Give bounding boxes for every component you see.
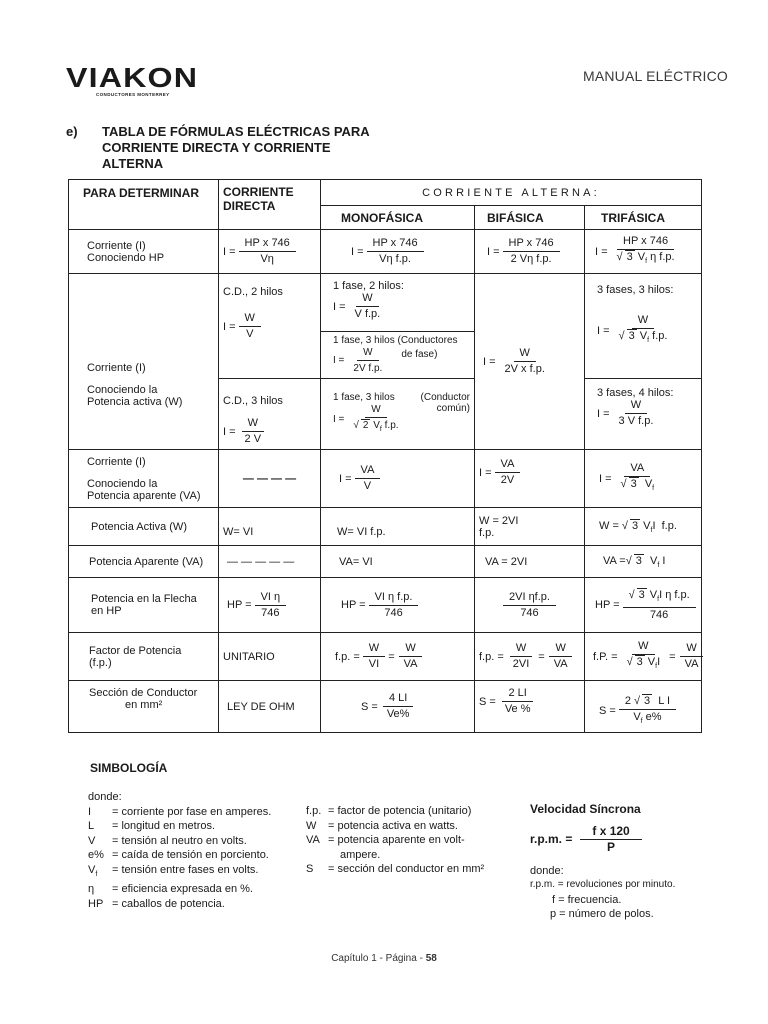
header-corriente-alterna: CORRIENTE ALTERNA: [321,180,702,206]
formula-tri-corriente-hp: I = $\frac{\text{HP x 746}}{√ 3 V_f \eta f.p.}$ [585,230,702,274]
symbol-row: I = corriente por fase en amperes. [88,805,272,818]
row-label-seccion-conductor: Sección de Conductor en mm² [69,681,219,733]
formula-mono-potencia-aparente: VA= VI [321,546,475,578]
symbology-col1: donde: I = corriente por fase en amperes. L = longitud en metros. V = tensión al neutro en volts. e% = caída de tensión en porciento. $V_f$ = tensión entre fases en volts. η = eficiencia expresada en %. HP = caballos de potencia. [88,791,272,910]
formula-cd-2hilos: C.D., 2 hilos I = $\frac{W}{V}$ [219,274,321,379]
formula-tri-potencia-flecha: HP = $\frac{√ 3 V_fI \eta f.p.}{746}$ [585,578,702,633]
formula-bi-corriente-va: I = $\frac{VA}{2V}$ [475,450,585,508]
formula-tri-factor-potencia: f.P. = $\frac{W}{√ 3 V_fI}$ = $\frac{W}{VA}$ [585,633,702,681]
formula-bi-corriente-hp: I = $\frac{\text{HP x 746}}{\text{2 Vη f.p.}}$ [475,230,585,274]
formula-tri-potencia-activa: W = √ 3 $V_fI$ f.p. [585,508,702,546]
formula-bi-seccion: S = $\frac{2 LI}{Ve \%}$ [475,681,585,733]
formula-tri-seccion: S = $\frac{\text{2 √ 3 L I}}{V_f e\%}$ [585,681,702,733]
formula-tri-corriente-va: I = $\frac{VA}{√ 3 V_f}$ [585,450,702,508]
formula-bi-potencia-activa: W = 2VI f.p. [475,508,585,546]
symbol-row: e% = caída de tensión en porciento. [88,849,269,861]
formula-mono-1f3h-fase: 1 fase, 3 hilos (Conductores I = $\frac{W}{\text{2V f.p.}}$ de fase) [321,332,475,379]
formula-mono-1f3h-comun: 1 fase, 3 hilos (Conductor I = $\frac{W}{√ 2 V_f f.p.}$ común) [321,379,475,450]
formula-table [68,179,702,733]
row-label-potencia-aparente: Potencia Aparente (VA) [69,546,219,578]
velocidad-sincrona: Velocidad Síncrona r.p.m. = $\frac{\text{f x 120}}{P}$ donde: r.p.m. = revoluciones por minuto. f = frecuencia. p = número de polos. [530,802,676,920]
manual-title: MANUAL ELÉCTRICO [582,68,728,84]
formula-bi-corriente-w: I = $\frac{W}{\text{2V x f.p.}}$ [475,274,585,450]
page-footer: Capítulo 1 - Página - 58 [331,953,437,964]
page-number: 58 [425,953,437,964]
row-label-corriente-w: Corriente (I) Conociendo la Potencia activa (W) [69,274,219,450]
row-label-potencia-activa: Potencia Activa (W) [69,508,219,546]
velocidad-title: Velocidad Síncrona [530,802,641,816]
formula-mono-seccion: S = $\frac{4 LI}{Ve\%}$ [321,681,475,733]
formula-mono-potencia-flecha: HP = $\frac{\text{VI η f.p.}}{746}$ [321,578,475,633]
symbology-title: SIMBOLOGÍA [90,761,168,775]
formula-cd-3hilos: C.D., 3 hilos I = $\frac{W}{2 V}$ [219,379,321,450]
row-label-potencia-flecha: Potencia en la Flecha en HP [69,578,219,633]
section-letter: e) [66,124,78,139]
row-label-corriente-hp: Corriente (I) Conociendo HP [69,230,219,274]
formula-cd-corriente-va: — — — — [219,450,321,508]
formula-bi-factor-potencia: f.p. = $\frac{W}{2VI}$ = $\frac{W}{VA}$ [475,633,585,681]
symbol-row: V = tensión al neutro en volts. [88,834,247,847]
symbol-row: $V_f$ = tensión entre fases en volts. [88,863,259,878]
symbology-col2 [306,804,484,877]
logo-subtitle: CONDUCTORES MONTERREY [96,92,170,97]
formula-cd-potencia-aparente: — — — — — [219,546,321,578]
formula-bi-potencia-flecha: $\frac{\text{2VI ηf.p.}}{746}$ [475,578,585,633]
symbol-row: L = longitud en metros. [88,820,216,832]
header-para-determinar: PARA DETERMINAR [69,180,219,230]
symbol-row: VA = potencia aparente en volt- [306,834,465,846]
formula-cd-factor-potencia: UNITARIO [219,633,321,681]
header-bifasica: BIFÁSICA [475,206,585,230]
symbol-row: η = eficiencia expresada en %. [88,883,253,895]
formula-cd-corriente-hp: I = $\frac{\text{HP x 746}}{V\eta}$ [219,230,321,274]
section-title: TABLA DE FÓRMULAS ELÉCTRICAS PARA CORRIENTE DIRECTA Y CORRIENTE ALTERNA [102,124,370,171]
header-monofasica: MONOFÁSICA [321,206,475,230]
formula-mono-factor-potencia: f.p. = $\frac{W}{VI}$ = $\frac{W}{VA}$ [321,633,475,681]
formula-mono-1f2h: 1 fase, 2 hilos: I = $\frac{W}{\text{V f.p.}}$ [321,274,475,332]
formula-tri-3f4h: 3 fases, 4 hilos: I = $\frac{W}{\text{3 V f.p.}}$ [585,379,702,450]
row-label-factor-potencia: Factor de Potencia (f.p.) [69,633,219,681]
formula-mono-potencia-activa: W= VI f.p. [321,508,475,546]
symbol-row: ampere. [340,848,381,861]
symbol-row: HP = caballos de potencia. [88,897,225,910]
logo-text: VIAKON [66,62,199,93]
formula-bi-potencia-aparente: VA = 2VI [475,546,585,578]
row-label-corriente-va: Corriente (I) Conociendo la Potencia aparente (VA) [69,450,219,508]
formula-cd-seccion: LEY DE OHM [219,681,321,733]
formula-cd-potencia-flecha: HP = $\frac{\text{VI η}}{746}$ [219,578,321,633]
formula-mono-corriente-hp: I = $\frac{\text{HP x 746}}{\text{Vη f.p.}}$ [321,230,475,274]
symbol-row: S = sección del conductor en mm² [306,863,485,875]
formula-tri-3f3h: 3 fases, 3 hilos: I = $\frac{W}{√ 3 V_f f.p.}$ [585,274,702,379]
header-trifasica: TRIFÁSICA [585,206,702,230]
formula-mono-corriente-va: I = $\frac{VA}{V}$ [321,450,475,508]
formula-tri-potencia-aparente: VA =√ 3 $V_f$ I [585,546,702,578]
symbol-row: W = potencia activa en watts. [306,819,458,832]
rpm-formula: r.p.m. = $\frac{\text{f x 120}}{P}$ [530,825,675,854]
symbol-row: f.p. = factor de potencia (unitario) [306,805,472,817]
header-corriente-directa: CORRIENTE DIRECTA [219,180,321,230]
viakon-logo [66,62,199,97]
formula-cd-potencia-activa: W= VI [219,508,321,546]
